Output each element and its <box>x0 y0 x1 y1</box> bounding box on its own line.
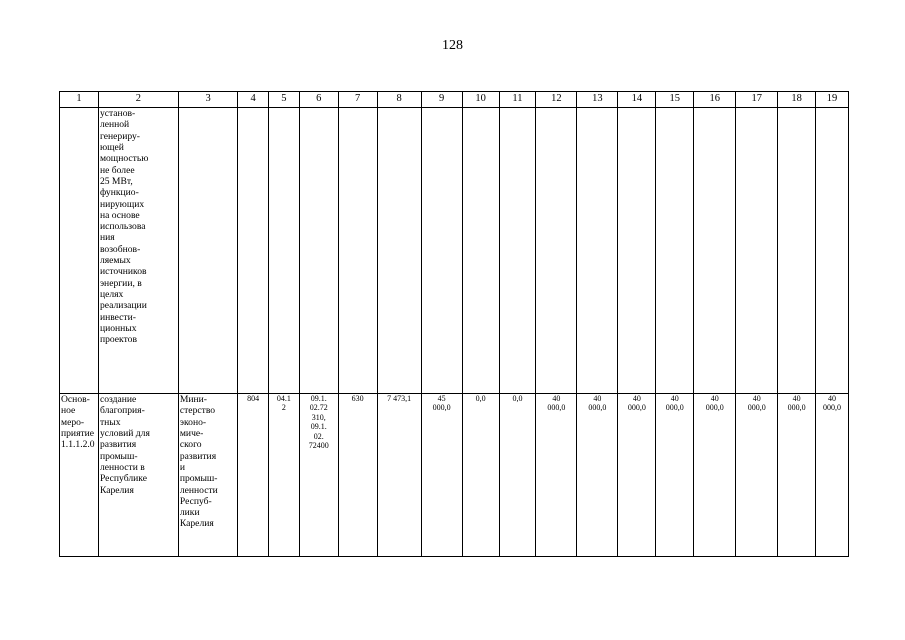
table-row <box>60 394 849 557</box>
column-header: 13 <box>577 92 618 108</box>
table-cell <box>618 108 656 394</box>
cell-text-line: промыш- <box>179 473 218 485</box>
cell-text-line: Основ- <box>61 394 90 405</box>
cell-text-line: эконо- <box>179 416 207 428</box>
cell-text-line: использова <box>99 221 146 233</box>
table-cell <box>736 394 778 557</box>
table-cell <box>269 108 300 394</box>
cell-text-line: ционных <box>99 322 137 334</box>
table-cell <box>577 394 618 557</box>
cell-text-line: 02.72 <box>309 403 328 413</box>
cell-text-line: 630 <box>351 394 364 403</box>
cell-text-line: ленной <box>99 119 130 131</box>
cell-text-line: развития <box>99 439 137 451</box>
table-cell <box>736 108 778 394</box>
table-cell <box>338 394 377 557</box>
measure-code-cell <box>60 394 99 557</box>
column-header: 11 <box>499 92 536 108</box>
cell-text-line: не более <box>99 164 135 176</box>
cell-text-line: 72400 <box>308 441 329 451</box>
table-cell <box>656 108 694 394</box>
table-cell <box>238 108 269 394</box>
cell-text-line: 000,0 <box>705 403 724 413</box>
cell-text-line: возобнов- <box>99 243 141 255</box>
table-cell <box>778 394 816 557</box>
column-header: 12 <box>536 92 577 108</box>
cell-text-line: 09.1. <box>310 394 327 403</box>
cell-text-line: 2 <box>281 403 286 413</box>
table-cell <box>269 394 300 557</box>
cell-text-line: меро- <box>61 416 85 428</box>
column-header: 16 <box>694 92 736 108</box>
cell-text-line: 0,0 <box>512 394 523 403</box>
table-cell <box>536 394 577 557</box>
column-header: 2 <box>98 92 178 108</box>
cell-text-line: 40 <box>552 394 561 403</box>
column-header: 3 <box>178 92 237 108</box>
table-cell <box>694 108 736 394</box>
table-cell <box>816 108 849 394</box>
cell-text-line: целях <box>99 289 124 300</box>
table-cell <box>421 394 462 557</box>
cell-text-line: инвести- <box>99 311 136 323</box>
table-cell <box>499 108 536 394</box>
cell-text-line: 000,0 <box>547 403 566 413</box>
cell-text-line: 000,0 <box>627 403 646 413</box>
responsible-executor-cell <box>178 394 237 557</box>
column-number-row <box>60 92 849 108</box>
table-cell <box>536 108 577 394</box>
cell-text-line: нирующих <box>99 198 145 210</box>
cell-text-line: тных <box>99 416 121 428</box>
cell-text-line: энергии, в <box>99 277 142 289</box>
table-cell <box>299 394 338 557</box>
cell-text-line: ющей <box>99 141 124 153</box>
cell-text-line: 40 <box>593 394 602 403</box>
cell-text-line: Республике <box>99 473 147 485</box>
cell-text-line: развития <box>179 450 217 462</box>
table-cell <box>656 394 694 557</box>
cell-text-line: Респуб- <box>179 495 212 507</box>
table-cell <box>299 108 338 394</box>
cell-text-line: 40 <box>670 394 679 403</box>
cell-text-line: ленности <box>179 484 218 496</box>
cell-text-line: 40 <box>828 394 837 403</box>
table-cell <box>816 394 849 557</box>
cell-text-line: 0,0 <box>475 394 486 403</box>
column-header: 7 <box>338 92 377 108</box>
cell-text-line: 04.1 <box>276 394 291 403</box>
cell-text-line: 000,0 <box>747 403 766 413</box>
column-header: 14 <box>618 92 656 108</box>
cell-text-line: 804 <box>247 394 260 403</box>
table-row <box>60 108 849 394</box>
cell-text-line: 000,0 <box>787 403 806 413</box>
cell-text-line: функцио- <box>99 187 139 199</box>
column-header: 9 <box>421 92 462 108</box>
cell-text-line: 40 <box>632 394 641 403</box>
column-header: 15 <box>656 92 694 108</box>
column-header: 18 <box>778 92 816 108</box>
cell-text-line: и <box>179 461 185 473</box>
cell-text-line: благоприя- <box>99 405 145 417</box>
cell-text-line: 09.1. <box>310 422 327 432</box>
cell-text-line: 40 <box>792 394 801 403</box>
table-cell <box>178 108 237 394</box>
table-cell <box>618 394 656 557</box>
cell-text-line: реализации <box>99 300 147 312</box>
table-cell <box>778 108 816 394</box>
cell-text-line: ского <box>179 439 202 451</box>
cell-text-line: источников <box>99 266 147 278</box>
column-header: 6 <box>299 92 338 108</box>
table-cell <box>421 108 462 394</box>
column-header: 1 <box>60 92 99 108</box>
column-header: 17 <box>736 92 778 108</box>
cell-text-line: 000,0 <box>432 403 451 413</box>
table-cell <box>377 394 421 557</box>
cell-text-line: 02. <box>313 431 324 441</box>
cell-text-line: 310, <box>311 412 326 422</box>
cell-text-line: проектов <box>99 334 137 346</box>
cell-text-line: создание <box>99 394 137 405</box>
cell-text-line: Мини- <box>179 394 207 405</box>
cell-text-line: условий для <box>99 427 150 439</box>
cell-text-line: генериру- <box>99 130 140 142</box>
column-header: 5 <box>269 92 300 108</box>
cell-text-line: Карелия <box>99 484 134 496</box>
table-cell <box>338 108 377 394</box>
cell-text-line: миче- <box>179 427 204 439</box>
table-cell <box>377 108 421 394</box>
cell-text-line: 1.1.1.2.0 <box>61 439 95 451</box>
page-number: 128 <box>442 38 463 53</box>
cell-text-line: 45 <box>437 394 446 403</box>
cell-text-line: мощностью <box>99 153 149 165</box>
column-header: 8 <box>377 92 421 108</box>
cell-text-line: 000,0 <box>665 403 684 413</box>
table-cell <box>462 108 499 394</box>
cell-text-line: ляемых <box>99 255 131 267</box>
cell-text-line: ленности в <box>99 461 145 473</box>
cell-text-line: установ- <box>99 108 136 119</box>
cell-text-line: ное <box>61 405 76 417</box>
cell-text-line: промыш- <box>99 450 138 462</box>
table-cell <box>462 394 499 557</box>
column-header: 10 <box>462 92 499 108</box>
cell-text-line: Карелия <box>179 518 214 530</box>
table-cell <box>499 394 536 557</box>
cell-text-line: 000,0 <box>588 403 607 413</box>
table-cell <box>577 108 618 394</box>
cell-text-line: ния <box>99 232 115 244</box>
column-header: 4 <box>238 92 269 108</box>
cell-text-line: 000,0 <box>823 403 842 413</box>
table-cell <box>238 394 269 557</box>
measure-name-cell <box>98 394 178 557</box>
cell-text-line: на основе <box>99 209 140 221</box>
cell-text-line: 40 <box>752 394 761 403</box>
cell-text-line: 40 <box>710 394 719 403</box>
budget-table <box>59 91 849 557</box>
table-cell <box>694 394 736 557</box>
cell-text-line: 7 473,1 <box>387 394 412 403</box>
cell-text-line: приятие <box>61 427 95 439</box>
cell-text-line: стерство <box>179 405 216 417</box>
cell-text-line: 25 МВт, <box>99 175 133 187</box>
cell-text-line: лики <box>179 507 200 519</box>
continued-description-cell <box>98 108 178 394</box>
column-header: 19 <box>816 92 849 108</box>
table-cell <box>60 108 99 394</box>
